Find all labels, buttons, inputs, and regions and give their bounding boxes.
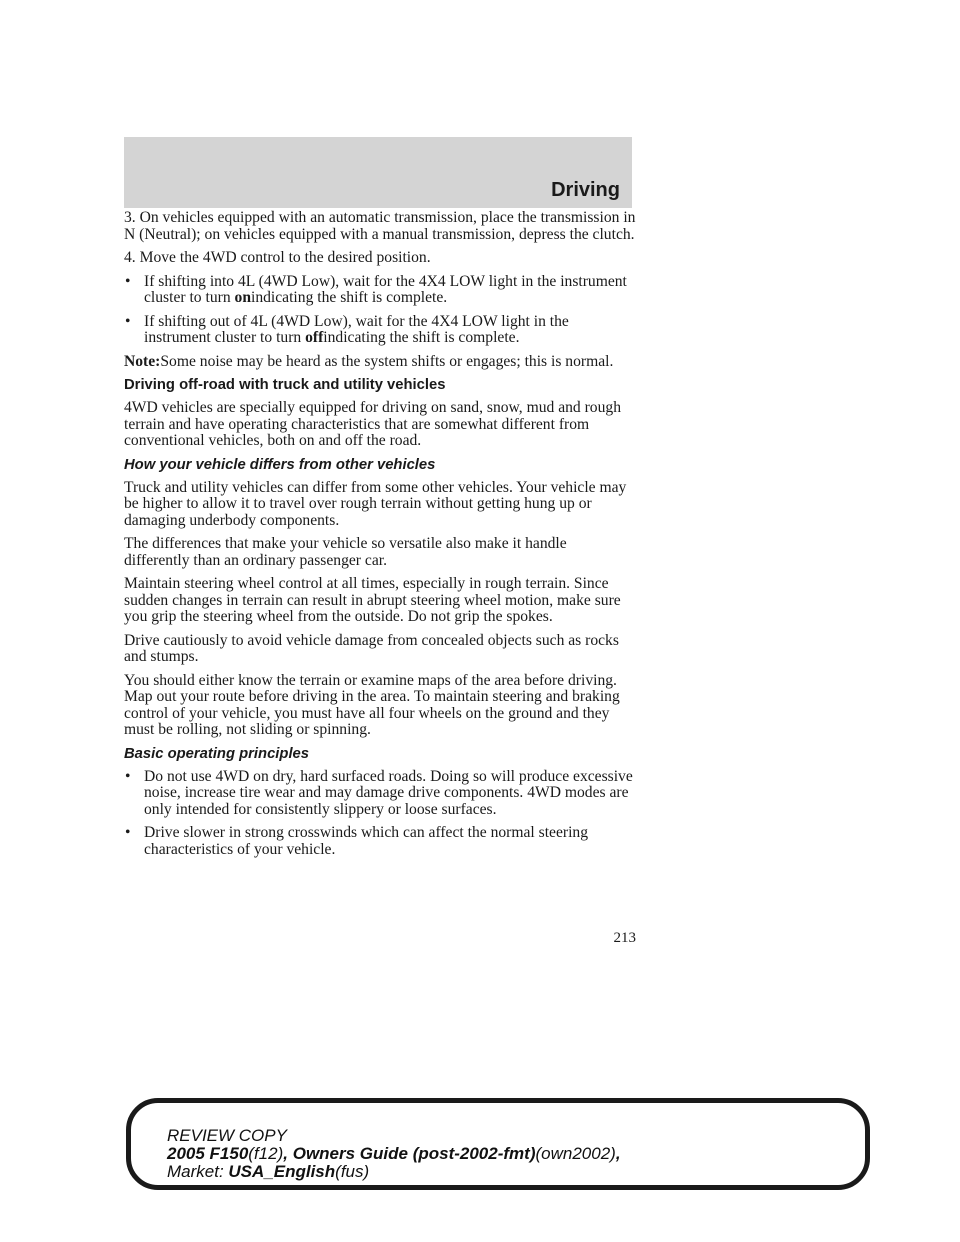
footer-market-line	[167, 1163, 621, 1181]
bullet-glyph: •	[125, 824, 131, 841]
footer-model-code: (f12)	[248, 1144, 284, 1163]
offroad-heading: Driving off-road with truck and utility vehicles	[124, 377, 446, 393]
section-title: Driving	[551, 179, 620, 201]
bullet-text: If shifting into 4L (4WD Low), wait for the 4X4 LOW light in the instrument cluster to turn	[144, 272, 627, 306]
note-label: Note:	[124, 352, 161, 370]
bullet-text-end: indicating the shift is complete.	[323, 329, 520, 346]
offroad-intro: 4WD vehicles are specially equipped for driving on sand, snow, mud and rough terrain and have operating characteristics that are somewhat different from conventional vehicles, both on and off the road.	[124, 399, 621, 449]
bullet-text: If shifting out of 4L (4WD Low), wait for the 4X4 LOW light in the instrument cluster to turn	[144, 312, 569, 346]
footer-guide-code: (own2002)	[535, 1144, 616, 1163]
footer-text	[167, 1127, 621, 1181]
bullet-text: Drive slower in strong crosswinds which can affect the normal steering characteristics of your vehicle.	[144, 824, 589, 858]
footer-guide: Owners Guide (post-2002-fmt)	[292, 1144, 536, 1163]
note	[124, 354, 636, 371]
bullet-glyph: •	[125, 767, 131, 785]
differs-heading: How your vehicle differs from other vehicles	[124, 456, 436, 473]
bullet-text-end: indicating the shift is complete.	[251, 289, 448, 306]
shift-into-4l-bullet	[124, 274, 636, 307]
section-header-band	[124, 137, 632, 208]
footer-model-line	[167, 1145, 621, 1163]
review-copy-footer	[126, 1098, 870, 1190]
step-4: 4. Move the 4WD control to the desired position.	[124, 249, 431, 266]
footer-model: 2005 F150	[167, 1144, 249, 1163]
bullet-emphasis: on	[234, 289, 251, 306]
differs-paragraph-4: Drive cautiously to avoid vehicle damage from concealed objects such as rocks and stumps.	[124, 631, 619, 665]
footer-review-copy: REVIEW COPY	[167, 1126, 287, 1145]
differs-paragraph-3: Maintain steering wheel control at all times, especially in rough terrain. Since sudden changes in terrain can result in abrupt steering wheel motion, make sure you grip the steering wheel from the outside. Do not grip the spokes.	[124, 575, 621, 625]
bullet-glyph: •	[125, 312, 131, 330]
bullet-emphasis: off	[305, 329, 324, 346]
page-body	[124, 210, 636, 865]
step-3: 3. On vehicles equipped with an automatic transmission, place the transmission in N (Neutral); on vehicles equipped with a manual transmission, depress the clutch.	[124, 209, 636, 243]
footer-guide-end: ,	[615, 1144, 621, 1163]
footer-market-label: Market:	[167, 1162, 229, 1181]
shift-out-of-4l-bullet	[124, 314, 636, 347]
differs-paragraph-5: You should either know the terrain or examine maps of the area before driving. Map out your route before driving in the area. To maintain steering and braking control of your vehicle, you must have all four wheels on the ground and they must be rolling, not sliding or spinning.	[124, 671, 620, 738]
note-text: Some noise may be heard as the system shifts or engages; this is normal.	[160, 352, 614, 370]
footer-guide-sep: ,	[283, 1144, 293, 1163]
bullet-text: Do not use 4WD on dry, hard surfaced roads. Doing so will produce excessive noise, increase tire wear and may damage drive components. 4WD modes are only intended for consistently slippery or loose surfaces.	[144, 767, 633, 818]
basic-bullet-dry-roads	[124, 769, 636, 819]
footer-market: USA_English	[228, 1162, 336, 1181]
footer-market-code: (fus)	[335, 1162, 370, 1181]
differs-paragraph-1: Truck and utility vehicles can differ from some other vehicles. Your vehicle may be higher to allow it to travel over rough terrain without getting hung up or damaging underbody components.	[124, 478, 627, 529]
bullet-glyph: •	[125, 272, 131, 290]
page-number: 213	[613, 930, 636, 946]
basic-principles-heading: Basic operating principles	[124, 745, 310, 762]
differs-paragraph-2: The differences that make your vehicle so versatile also make it handle differently than an ordinary passenger car.	[124, 535, 567, 569]
basic-bullet-crosswinds	[124, 825, 636, 858]
